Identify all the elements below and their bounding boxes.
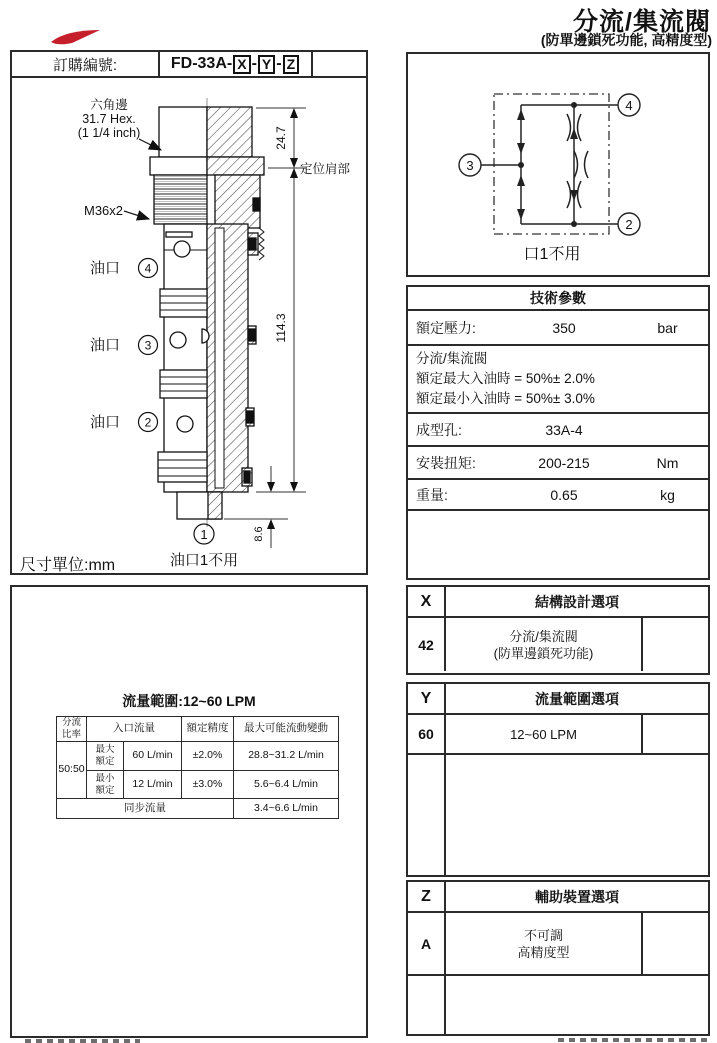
flow-min-acc: ±3.0% bbox=[182, 771, 234, 799]
order-code-x: X bbox=[233, 55, 250, 74]
tech-title: 技術參數 bbox=[408, 287, 708, 311]
option-y-row-code: 60 bbox=[408, 715, 446, 753]
port2-num: 2 bbox=[144, 415, 152, 430]
order-row-empty-cell bbox=[313, 52, 366, 76]
flow-max-var: 28.8~31.2 L/min bbox=[234, 742, 339, 771]
dim-8-6: 8.6 bbox=[253, 526, 265, 542]
option-y-row-empty bbox=[641, 715, 708, 753]
option-x-panel bbox=[406, 585, 710, 675]
flow-header-row bbox=[57, 717, 339, 742]
option-z-code: Z bbox=[408, 882, 446, 911]
tech-row-torque bbox=[408, 447, 708, 480]
tech-accuracy-block bbox=[408, 346, 708, 414]
option-y-panel bbox=[406, 682, 710, 877]
order-code bbox=[160, 52, 313, 76]
option-x-row bbox=[408, 618, 708, 671]
option-y-title: 流量範圍選項 bbox=[535, 690, 619, 707]
tech-weight-label: 重量: bbox=[416, 486, 448, 503]
option-z-row-empty bbox=[641, 913, 708, 974]
port3-num: 3 bbox=[144, 338, 152, 353]
page-subtitle: (防單邊鎖死功能, 高精度型) bbox=[540, 32, 712, 48]
hex-label-3: (1 1/4 inch) bbox=[77, 126, 141, 140]
thread-leader-line bbox=[124, 211, 149, 219]
hydraulic-schematic bbox=[408, 54, 708, 275]
tech-cavity-label: 成型孔: bbox=[416, 421, 462, 438]
flow-header-ratio-l2: 比率 bbox=[61, 729, 81, 740]
flow-sync-value: 3.4~6.6 L/min bbox=[234, 799, 339, 819]
order-code-sep1: - bbox=[251, 55, 257, 72]
option-y-header bbox=[408, 684, 708, 715]
option-z-row bbox=[408, 913, 708, 976]
tech-accuracy-line3: 額定最小入油時 = 50%± 3.0% bbox=[416, 391, 595, 406]
port2-label: 油口 bbox=[90, 414, 121, 431]
option-x-desc-l1: 分流/集流閥 bbox=[509, 628, 578, 644]
flow-table-title: 流量範圍:12~60 LPM bbox=[122, 693, 256, 709]
tech-accuracy-line1: 分流/集流閥 bbox=[416, 351, 488, 366]
option-z-row-desc bbox=[446, 913, 641, 974]
option-y-blank-code-col bbox=[408, 755, 446, 875]
flow-row-sync bbox=[57, 799, 339, 819]
option-z-desc-l1: 不可調 bbox=[523, 927, 563, 943]
shoulder-label: 定位肩部 bbox=[300, 162, 351, 176]
flow-sync-label: 同步流量 bbox=[57, 799, 234, 819]
tech-weight-unit: kg bbox=[660, 486, 675, 503]
tech-params-panel bbox=[406, 285, 710, 580]
flow-max-kind bbox=[87, 742, 124, 771]
flow-header-ratio-l1: 分流 bbox=[61, 717, 81, 729]
schematic-lines bbox=[481, 105, 618, 224]
schematic-boundary bbox=[494, 94, 609, 234]
option-y-row bbox=[408, 715, 708, 755]
footer-fragment-right bbox=[558, 1038, 710, 1042]
tech-pressure-label: 額定壓力: bbox=[416, 319, 476, 336]
flow-max-acc: ±2.0% bbox=[182, 742, 234, 771]
hex-label-2: 31.7 Hex. bbox=[82, 112, 136, 126]
port1-num: 1 bbox=[200, 527, 208, 542]
schematic-port3-num: 3 bbox=[466, 158, 474, 173]
order-code-z: Z bbox=[283, 55, 300, 74]
units-note: 尺寸單位:mm bbox=[20, 557, 116, 573]
option-x-title: 結構設計選項 bbox=[535, 593, 619, 610]
flow-panel bbox=[10, 585, 368, 1038]
brand-logo-icon bbox=[50, 28, 102, 48]
tech-row-pressure bbox=[408, 311, 708, 346]
flow-min-kind-l2: 額定 bbox=[95, 784, 115, 796]
option-z-panel bbox=[406, 880, 710, 1036]
option-x-row-desc bbox=[446, 618, 641, 671]
flow-header-ratio bbox=[57, 717, 87, 742]
option-z-blank-code-col bbox=[408, 976, 446, 1034]
tech-torque-label: 安裝扭矩: bbox=[416, 454, 476, 471]
flow-min-kind bbox=[87, 771, 124, 799]
flow-max-flow: 60 L/min bbox=[124, 742, 182, 771]
order-number-row bbox=[12, 52, 366, 78]
tech-torque-unit: Nm bbox=[656, 454, 679, 471]
option-x-row-empty bbox=[641, 618, 708, 671]
option-y-desc-l1: 12~60 LPM bbox=[510, 726, 577, 742]
valve-cross-section-drawing bbox=[12, 78, 366, 573]
option-y-blank-area bbox=[408, 755, 708, 875]
option-x-header bbox=[408, 587, 708, 618]
option-z-desc-l2: 高精度型 bbox=[517, 944, 570, 960]
flow-max-kind-l2: 額定 bbox=[95, 756, 115, 767]
flow-header-variation: 最大可能流動變動 bbox=[234, 717, 339, 742]
schematic-panel bbox=[406, 52, 710, 277]
tech-cavity-value: 33A-4 bbox=[545, 421, 583, 438]
flow-ratio-cell: 50:50 bbox=[57, 742, 87, 799]
flow-header-accuracy: 額定精度 bbox=[182, 717, 234, 742]
page-title: 分流/集流閥 bbox=[573, 8, 711, 36]
option-x-desc-l2: (防單邊鎖死功能) bbox=[493, 645, 594, 661]
tech-accuracy-line2: 額定最大入油時 = 50%± 2.0% bbox=[416, 371, 595, 386]
order-code-prefix: FD-33A- bbox=[170, 55, 233, 72]
flow-max-kind-l1: 最大 bbox=[95, 744, 115, 756]
tech-pressure-unit: bar bbox=[657, 319, 678, 336]
option-x-code: X bbox=[408, 587, 446, 616]
order-code-sep2: - bbox=[276, 55, 282, 72]
port1-note: 油口1不用 bbox=[169, 552, 239, 569]
option-z-header bbox=[408, 882, 708, 913]
footer-fragment-left bbox=[25, 1039, 140, 1043]
port3-label: 油口 bbox=[90, 337, 121, 354]
flow-header-inlet: 入口流量 bbox=[87, 717, 182, 742]
hex-label-1: 六角邊 bbox=[90, 98, 128, 112]
valve-body-geometry bbox=[150, 98, 264, 530]
tech-torque-value: 200-215 bbox=[538, 454, 590, 471]
option-y-code: Y bbox=[408, 684, 446, 713]
hex-leader-line bbox=[139, 139, 161, 150]
flow-row-min bbox=[57, 771, 339, 799]
option-y-row-desc bbox=[446, 715, 641, 753]
port4-num: 4 bbox=[144, 261, 152, 276]
order-code-y: Y bbox=[258, 55, 275, 74]
order-label: 訂購編號: bbox=[12, 52, 160, 76]
thread-label: M36x2 bbox=[84, 203, 124, 218]
option-z-blank-area bbox=[408, 976, 708, 1034]
schematic-port2-num: 2 bbox=[625, 217, 633, 232]
flow-min-kind-l1: 最小 bbox=[95, 772, 115, 784]
drawing-panel bbox=[10, 50, 368, 575]
schematic-note: 口1不用 bbox=[523, 246, 581, 263]
option-z-title: 輔助裝置選項 bbox=[535, 888, 619, 905]
tech-weight-value: 0.65 bbox=[550, 486, 578, 503]
flow-min-var: 5.6~6.4 L/min bbox=[234, 771, 339, 799]
option-z-row-code: A bbox=[408, 913, 446, 974]
port4-label: 油口 bbox=[90, 260, 121, 277]
flow-row-max bbox=[57, 742, 339, 771]
flow-table bbox=[56, 716, 339, 819]
flow-min-flow: 12 L/min bbox=[124, 771, 182, 799]
tech-pressure-value: 350 bbox=[552, 319, 576, 336]
tech-row-cavity bbox=[408, 414, 708, 447]
dim-114-3: 114.3 bbox=[274, 313, 288, 343]
tech-row-weight bbox=[408, 480, 708, 511]
option-x-row-code: 42 bbox=[408, 618, 446, 671]
dim-24-7: 24.7 bbox=[274, 126, 288, 150]
schematic-port4-num: 4 bbox=[625, 98, 633, 113]
